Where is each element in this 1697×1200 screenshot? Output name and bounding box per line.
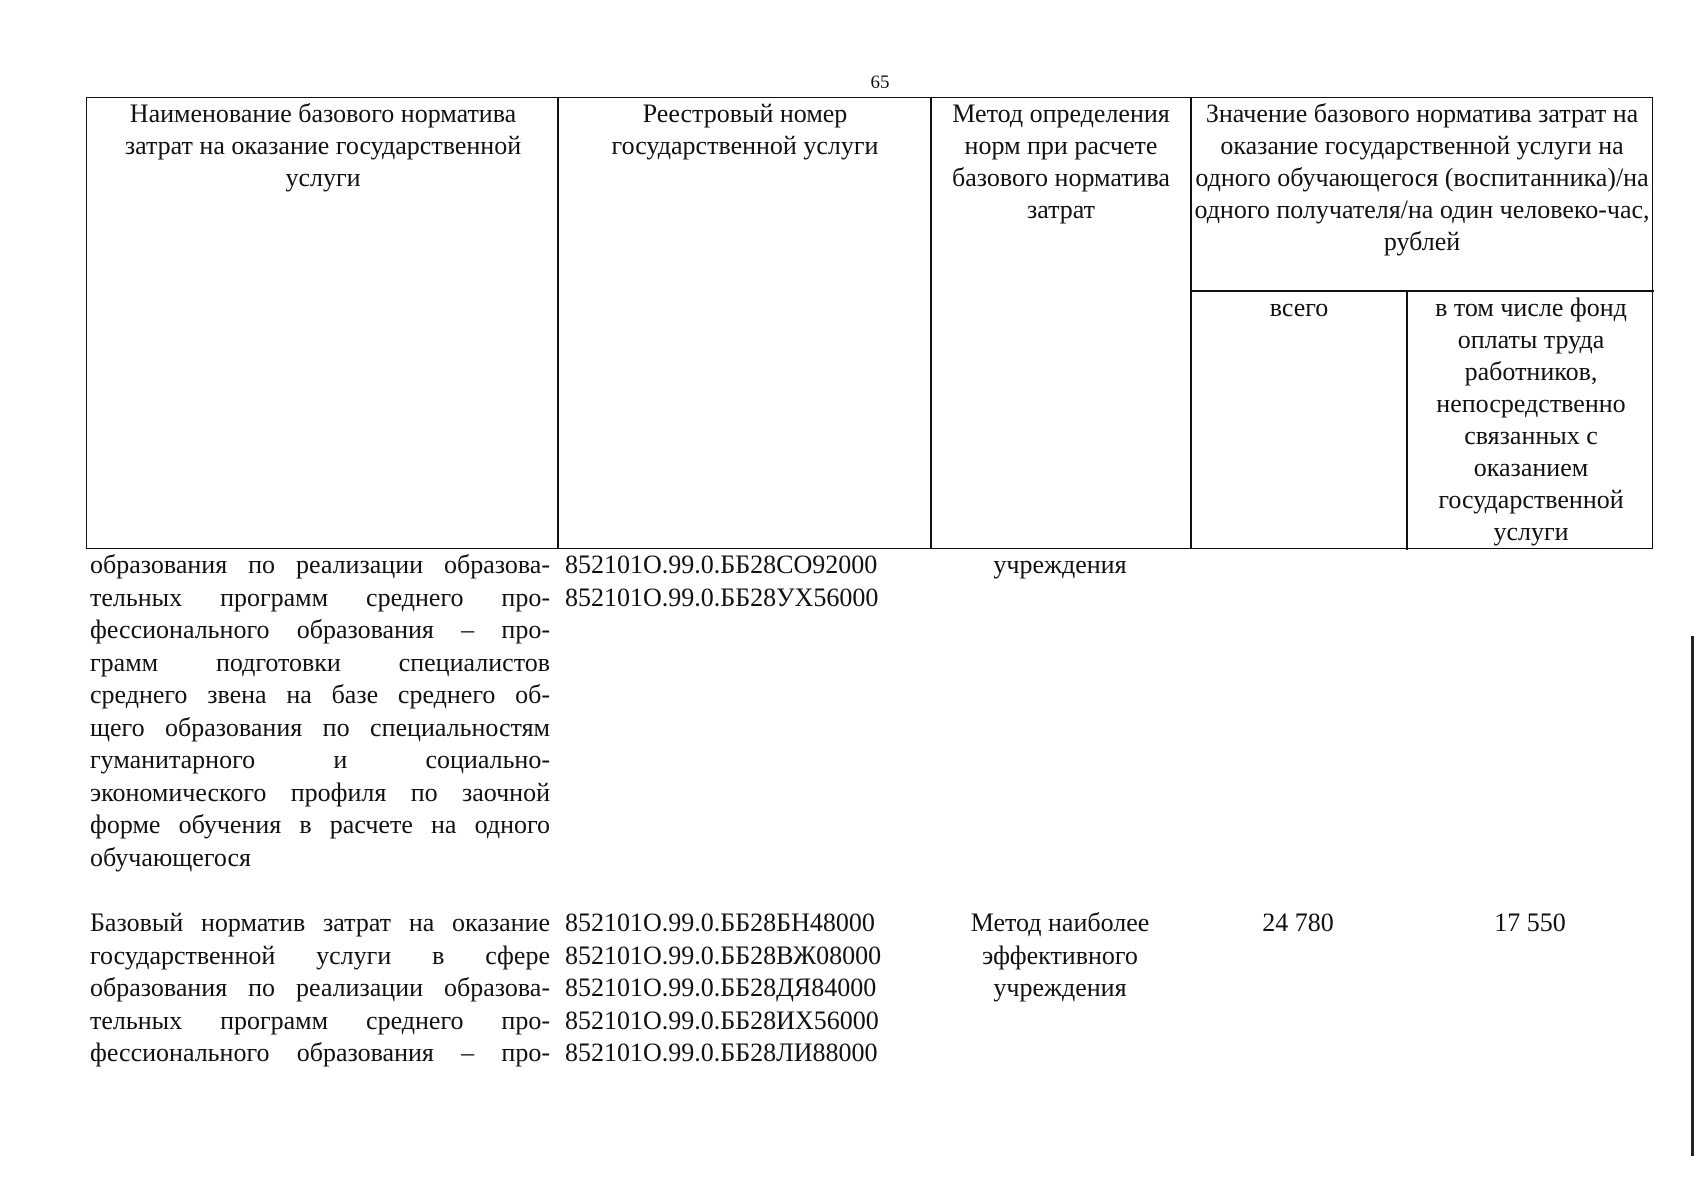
text-line: обучающегося <box>90 842 252 872</box>
divider <box>930 98 932 548</box>
divider <box>557 98 559 548</box>
header-method-column: Метод определения норм при расчете базового норматива затрат <box>952 99 1170 224</box>
divider <box>1406 290 1408 550</box>
text-line: Базовый норматив затрат на оказание <box>90 908 550 937</box>
row-1-name <box>90 549 550 874</box>
row-1-method <box>934 549 1186 582</box>
header-total-subcolumn: всего <box>1269 293 1329 322</box>
text-line: щего образования по специальностям <box>90 712 550 742</box>
text-line: тельных программ среднего про- <box>90 1005 550 1035</box>
header-value-column: Значение базового норматива затрат на оказание государственной услуги на одного обучающегося (воспитанника)/на одного получателя/на один человеко-час, рублей <box>1194 99 1650 256</box>
text-line: учреждения <box>993 550 1127 579</box>
text-line: гуманитарного и социально- <box>90 745 550 774</box>
row-2-method <box>934 907 1186 1005</box>
row-2-registry-numbers <box>565 907 915 1070</box>
text-line: фессионального образования – про- <box>90 1038 550 1067</box>
text-line: форме обучения в расчете на одного <box>90 810 550 839</box>
header-name-column: Наименование базового норматива затрат на оказание государственной услуги <box>124 99 522 192</box>
registry-number: 852101О.99.0.ББ28УХ56000 <box>565 582 879 612</box>
divider <box>1190 98 1192 548</box>
header-payroll-subcolumn: в том числе фонд оплаты труда работников, непосредственно связанных с оказанием государственной услуги <box>1435 293 1627 546</box>
text-line: государственной услуги в сфере <box>90 940 550 970</box>
text-line: образования по реализации образова- <box>90 973 550 1002</box>
registry-number: 852101О.99.0.ББ28ВЖ08000 <box>565 940 882 970</box>
text-line: учреждения <box>993 973 1127 1002</box>
text-line: грамм подготовки специалистов <box>90 647 550 677</box>
text-line: Метод наиболее <box>970 908 1150 937</box>
text-line: среднего звена на базе среднего об- <box>90 680 550 709</box>
row-2-name <box>90 907 550 1070</box>
row-2-payroll-value: 17 550 <box>1494 908 1566 937</box>
text-line: фессионального образования – про- <box>90 615 550 644</box>
text-line: эффективного <box>982 940 1138 970</box>
header-registry-number-column: Реестровый номер государственной услуги <box>611 99 879 160</box>
scan-edge-line <box>1691 636 1694 1156</box>
table-header <box>86 97 1653 549</box>
row-1-registry-numbers <box>565 549 915 614</box>
registry-number: 852101О.99.0.ББ28СО92000 <box>565 550 878 579</box>
text-line: тельных программ среднего про- <box>90 582 550 612</box>
text-line: экономического профиля по заочной <box>90 777 550 807</box>
page-number: 65 <box>870 72 890 93</box>
row-2-total-value: 24 780 <box>1262 908 1334 937</box>
text-line: образования по реализации образова- <box>90 550 550 579</box>
registry-number: 852101О.99.0.ББ28ДЯ84000 <box>565 973 877 1002</box>
registry-number: 852101О.99.0.ББ28БН48000 <box>565 908 875 937</box>
registry-number: 852101О.99.0.ББ28ИХ56000 <box>565 1005 879 1035</box>
registry-number: 852101О.99.0.ББ28ЛИ88000 <box>565 1038 878 1067</box>
